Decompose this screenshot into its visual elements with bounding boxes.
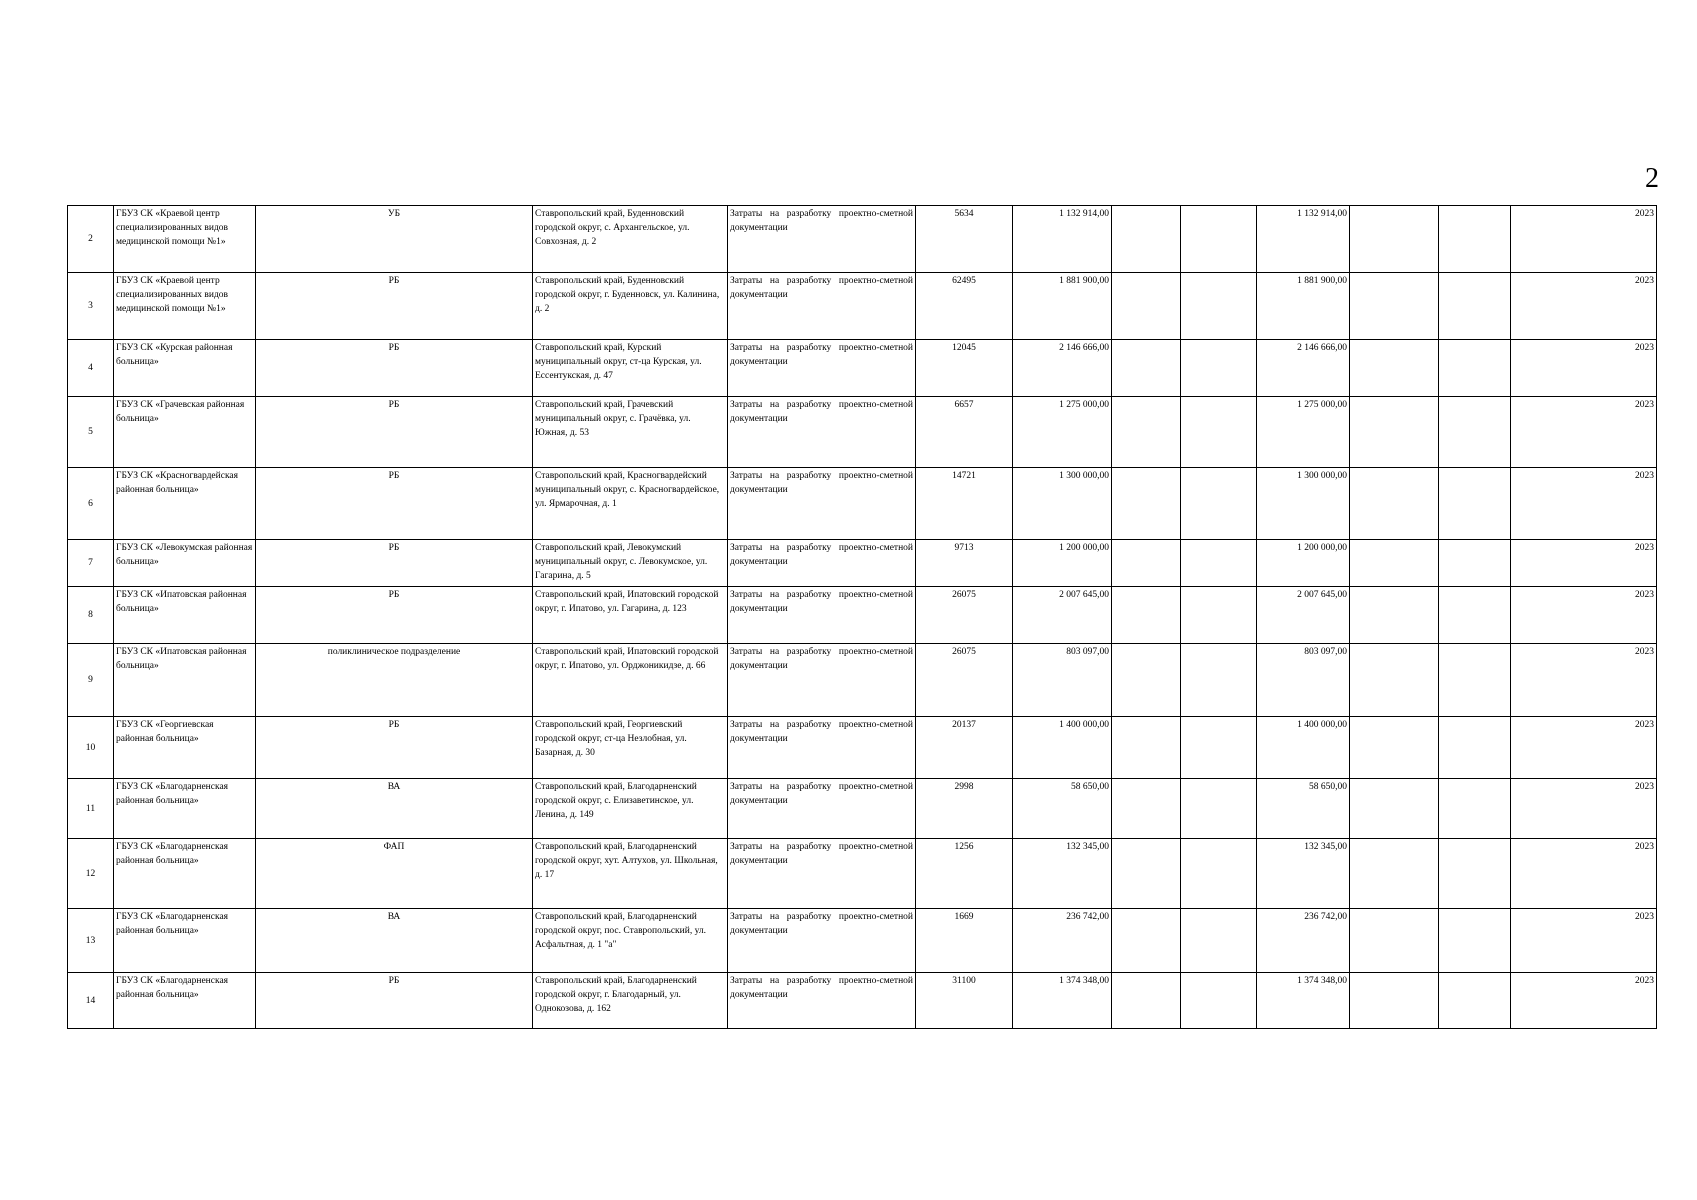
empty-cell [1439, 540, 1511, 587]
purpose-cell: Затраты на разработку проектно-сметной документации [728, 540, 916, 587]
empty-cell [1112, 206, 1181, 273]
year-cell: 2023 [1511, 273, 1657, 340]
amount-cell: 1 881 900,00 [1013, 273, 1112, 340]
empty-cell [1112, 587, 1181, 644]
empty-cell [1181, 206, 1257, 273]
empty-cell [1112, 273, 1181, 340]
purpose-cell: Затраты на разработку проектно-сметной документации [728, 340, 916, 397]
row-number: 13 [68, 909, 114, 973]
empty-cell [1112, 397, 1181, 468]
row-number: 5 [68, 397, 114, 468]
year-cell: 2023 [1511, 340, 1657, 397]
year-cell: 2023 [1511, 206, 1657, 273]
empty-cell [1112, 909, 1181, 973]
facility-type-cell: РБ [256, 587, 533, 644]
institution-cell: ГБУЗ СК «Красногвардейская районная больница» [114, 468, 256, 540]
purpose-cell: Затраты на разработку проектно-сметной документации [728, 644, 916, 717]
empty-cell [1350, 587, 1439, 644]
empty-cell [1181, 540, 1257, 587]
empty-cell [1181, 468, 1257, 540]
area-cell: 1669 [916, 909, 1013, 973]
amount-cell: 1 300 000,00 [1013, 468, 1112, 540]
address-cell: Ставропольский край, Благодарненский городской округ, с. Елизаветинское, ул. Ленина, д. 149 [533, 779, 728, 839]
empty-cell [1350, 206, 1439, 273]
address-cell: Ставропольский край, Георгиевский городской округ, ст-ца Незлобная, ул. Базарная, д. 30 [533, 717, 728, 779]
amount-total-cell: 2 007 645,00 [1257, 587, 1350, 644]
institution-cell: ГБУЗ СК «Краевой центр специализированных видов медицинской помощи №1» [114, 273, 256, 340]
row-number: 14 [68, 973, 114, 1029]
facility-type-cell: РБ [256, 468, 533, 540]
table-row [68, 909, 1657, 973]
empty-cell [1350, 468, 1439, 540]
purpose-cell: Затраты на разработку проектно-сметной документации [728, 909, 916, 973]
institution-cell: ГБУЗ СК «Благодарненская районная больница» [114, 839, 256, 909]
amount-cell: 803 097,00 [1013, 644, 1112, 717]
table-row [68, 839, 1657, 909]
empty-cell [1350, 973, 1439, 1029]
year-cell: 2023 [1511, 540, 1657, 587]
amount-total-cell: 2 146 666,00 [1257, 340, 1350, 397]
institution-cell: ГБУЗ СК «Благодарненская районная больница» [114, 909, 256, 973]
institution-cell: ГБУЗ СК «Благодарненская районная больница» [114, 779, 256, 839]
empty-cell [1350, 909, 1439, 973]
purpose-cell: Затраты на разработку проектно-сметной документации [728, 587, 916, 644]
empty-cell [1181, 973, 1257, 1029]
institution-cell: ГБУЗ СК «Левокумская районная больница» [114, 540, 256, 587]
facilities-table [67, 205, 1657, 1029]
empty-cell [1350, 644, 1439, 717]
table-row [68, 468, 1657, 540]
amount-total-cell: 58 650,00 [1257, 779, 1350, 839]
facility-type-cell: ФАП [256, 839, 533, 909]
row-number: 4 [68, 340, 114, 397]
table-row [68, 340, 1657, 397]
amount-total-cell: 1 374 348,00 [1257, 973, 1350, 1029]
year-cell: 2023 [1511, 468, 1657, 540]
address-cell: Ставропольский край, Левокумский муниципальный округ, с. Левокумское, ул. Гагарина, д. 5 [533, 540, 728, 587]
empty-cell [1112, 779, 1181, 839]
purpose-cell: Затраты на разработку проектно-сметной документации [728, 973, 916, 1029]
purpose-cell: Затраты на разработку проектно-сметной документации [728, 397, 916, 468]
address-cell: Ставропольский край, Благодарненский городской округ, хут. Алтухов, ул. Школьная, д. 17 [533, 839, 728, 909]
empty-cell [1181, 839, 1257, 909]
institution-cell: ГБУЗ СК «Курская районная больница» [114, 340, 256, 397]
purpose-cell: Затраты на разработку проектно-сметной документации [728, 779, 916, 839]
table-row [68, 644, 1657, 717]
address-cell: Ставропольский край, Буденновский городской округ, с. Архангельское, ул. Совхозная, д. 2 [533, 206, 728, 273]
empty-cell [1112, 340, 1181, 397]
table-row [68, 587, 1657, 644]
empty-cell [1439, 340, 1511, 397]
empty-cell [1350, 717, 1439, 779]
facility-type-cell: РБ [256, 397, 533, 468]
area-cell: 14721 [916, 468, 1013, 540]
address-cell: Ставропольский край, Курский муниципальный округ, ст-ца Курская, ул. Ессентукская, д. 47 [533, 340, 728, 397]
year-cell: 2023 [1511, 909, 1657, 973]
empty-cell [1181, 909, 1257, 973]
table-row [68, 273, 1657, 340]
row-number: 10 [68, 717, 114, 779]
area-cell: 6657 [916, 397, 1013, 468]
amount-cell: 1 275 000,00 [1013, 397, 1112, 468]
empty-cell [1181, 717, 1257, 779]
empty-cell [1439, 273, 1511, 340]
amount-cell: 236 742,00 [1013, 909, 1112, 973]
year-cell: 2023 [1511, 717, 1657, 779]
table-row [68, 779, 1657, 839]
address-cell: Ставропольский край, Буденновский городской округ, г. Буденновск, ул. Калинина, д. 2 [533, 273, 728, 340]
empty-cell [1112, 717, 1181, 779]
facility-type-cell: поликлиническое подразделение [256, 644, 533, 717]
facility-type-cell: УБ [256, 206, 533, 273]
purpose-cell: Затраты на разработку проектно-сметной документации [728, 206, 916, 273]
purpose-cell: Затраты на разработку проектно-сметной документации [728, 717, 916, 779]
facility-type-cell: РБ [256, 340, 533, 397]
address-cell: Ставропольский край, Благодарненский городской округ, г. Благодарный, ул. Однокозова, д. 162 [533, 973, 728, 1029]
amount-cell: 1 374 348,00 [1013, 973, 1112, 1029]
empty-cell [1181, 587, 1257, 644]
institution-cell: ГБУЗ СК «Краевой центр специализированных видов медицинской помощи №1» [114, 206, 256, 273]
year-cell: 2023 [1511, 587, 1657, 644]
amount-cell: 1 132 914,00 [1013, 206, 1112, 273]
amount-total-cell: 1 200 000,00 [1257, 540, 1350, 587]
table-row [68, 397, 1657, 468]
area-cell: 26075 [916, 587, 1013, 644]
empty-cell [1350, 397, 1439, 468]
facility-type-cell: РБ [256, 717, 533, 779]
empty-cell [1350, 340, 1439, 397]
area-cell: 9713 [916, 540, 1013, 587]
row-number: 9 [68, 644, 114, 717]
empty-cell [1439, 839, 1511, 909]
empty-cell [1350, 273, 1439, 340]
empty-cell [1439, 717, 1511, 779]
purpose-cell: Затраты на разработку проектно-сметной документации [728, 273, 916, 340]
empty-cell [1439, 206, 1511, 273]
institution-cell: ГБУЗ СК «Грачевская районная больница» [114, 397, 256, 468]
page-number: 2 [1645, 163, 1659, 194]
institution-cell: ГБУЗ СК «Ипатовская районная больница» [114, 644, 256, 717]
table-row [68, 973, 1657, 1029]
facility-type-cell: РБ [256, 540, 533, 587]
area-cell: 5634 [916, 206, 1013, 273]
amount-cell: 132 345,00 [1013, 839, 1112, 909]
address-cell: Ставропольский край, Ипатовский городской округ, г. Ипатово, ул. Орджоникидзе, д. 66 [533, 644, 728, 717]
amount-cell: 1 400 000,00 [1013, 717, 1112, 779]
address-cell: Ставропольский край, Благодарненский городской округ, пос. Ставропольский, ул. Асфальтная, д. 1 "а" [533, 909, 728, 973]
empty-cell [1439, 397, 1511, 468]
area-cell: 12045 [916, 340, 1013, 397]
amount-cell: 2 146 666,00 [1013, 340, 1112, 397]
empty-cell [1439, 909, 1511, 973]
empty-cell [1439, 644, 1511, 717]
row-number: 2 [68, 206, 114, 273]
empty-cell [1112, 973, 1181, 1029]
amount-total-cell: 1 300 000,00 [1257, 468, 1350, 540]
amount-total-cell: 803 097,00 [1257, 644, 1350, 717]
year-cell: 2023 [1511, 973, 1657, 1029]
table-body [68, 206, 1657, 1029]
year-cell: 2023 [1511, 779, 1657, 839]
empty-cell [1439, 587, 1511, 644]
institution-cell: ГБУЗ СК «Благодарненская районная больница» [114, 973, 256, 1029]
table-row [68, 540, 1657, 587]
year-cell: 2023 [1511, 839, 1657, 909]
amount-cell: 1 200 000,00 [1013, 540, 1112, 587]
institution-cell: ГБУЗ СК «Георгиевская районная больница» [114, 717, 256, 779]
empty-cell [1112, 540, 1181, 587]
year-cell: 2023 [1511, 644, 1657, 717]
area-cell: 2998 [916, 779, 1013, 839]
facility-type-cell: ВА [256, 779, 533, 839]
amount-cell: 2 007 645,00 [1013, 587, 1112, 644]
table-row [68, 206, 1657, 273]
empty-cell [1112, 839, 1181, 909]
empty-cell [1350, 540, 1439, 587]
row-number: 11 [68, 779, 114, 839]
facility-type-cell: РБ [256, 973, 533, 1029]
area-cell: 31100 [916, 973, 1013, 1029]
row-number: 8 [68, 587, 114, 644]
year-cell: 2023 [1511, 397, 1657, 468]
empty-cell [1181, 340, 1257, 397]
empty-cell [1112, 644, 1181, 717]
empty-cell [1112, 468, 1181, 540]
empty-cell [1181, 644, 1257, 717]
empty-cell [1350, 839, 1439, 909]
empty-cell [1439, 973, 1511, 1029]
empty-cell [1181, 273, 1257, 340]
empty-cell [1439, 779, 1511, 839]
area-cell: 20137 [916, 717, 1013, 779]
amount-total-cell: 236 742,00 [1257, 909, 1350, 973]
table-row [68, 717, 1657, 779]
empty-cell [1181, 397, 1257, 468]
amount-total-cell: 1 881 900,00 [1257, 273, 1350, 340]
row-number: 6 [68, 468, 114, 540]
facility-type-cell: ВА [256, 909, 533, 973]
address-cell: Ставропольский край, Красногвардейский муниципальный округ, с. Красногвардейское, ул. Ярмарочная, д. 1 [533, 468, 728, 540]
purpose-cell: Затраты на разработку проектно-сметной документации [728, 839, 916, 909]
area-cell: 62495 [916, 273, 1013, 340]
empty-cell [1350, 779, 1439, 839]
amount-total-cell: 1 275 000,00 [1257, 397, 1350, 468]
amount-total-cell: 1 400 000,00 [1257, 717, 1350, 779]
amount-cell: 58 650,00 [1013, 779, 1112, 839]
row-number: 7 [68, 540, 114, 587]
amount-total-cell: 1 132 914,00 [1257, 206, 1350, 273]
empty-cell [1181, 779, 1257, 839]
area-cell: 1256 [916, 839, 1013, 909]
area-cell: 26075 [916, 644, 1013, 717]
empty-cell [1439, 468, 1511, 540]
address-cell: Ставропольский край, Грачевский муниципальный округ, с. Грачёвка, ул. Южная, д. 53 [533, 397, 728, 468]
amount-total-cell: 132 345,00 [1257, 839, 1350, 909]
institution-cell: ГБУЗ СК «Ипатовская районная больница» [114, 587, 256, 644]
row-number: 12 [68, 839, 114, 909]
purpose-cell: Затраты на разработку проектно-сметной документации [728, 468, 916, 540]
row-number: 3 [68, 273, 114, 340]
facility-type-cell: РБ [256, 273, 533, 340]
address-cell: Ставропольский край, Ипатовский городской округ, г. Ипатово, ул. Гагарина, д. 123 [533, 587, 728, 644]
